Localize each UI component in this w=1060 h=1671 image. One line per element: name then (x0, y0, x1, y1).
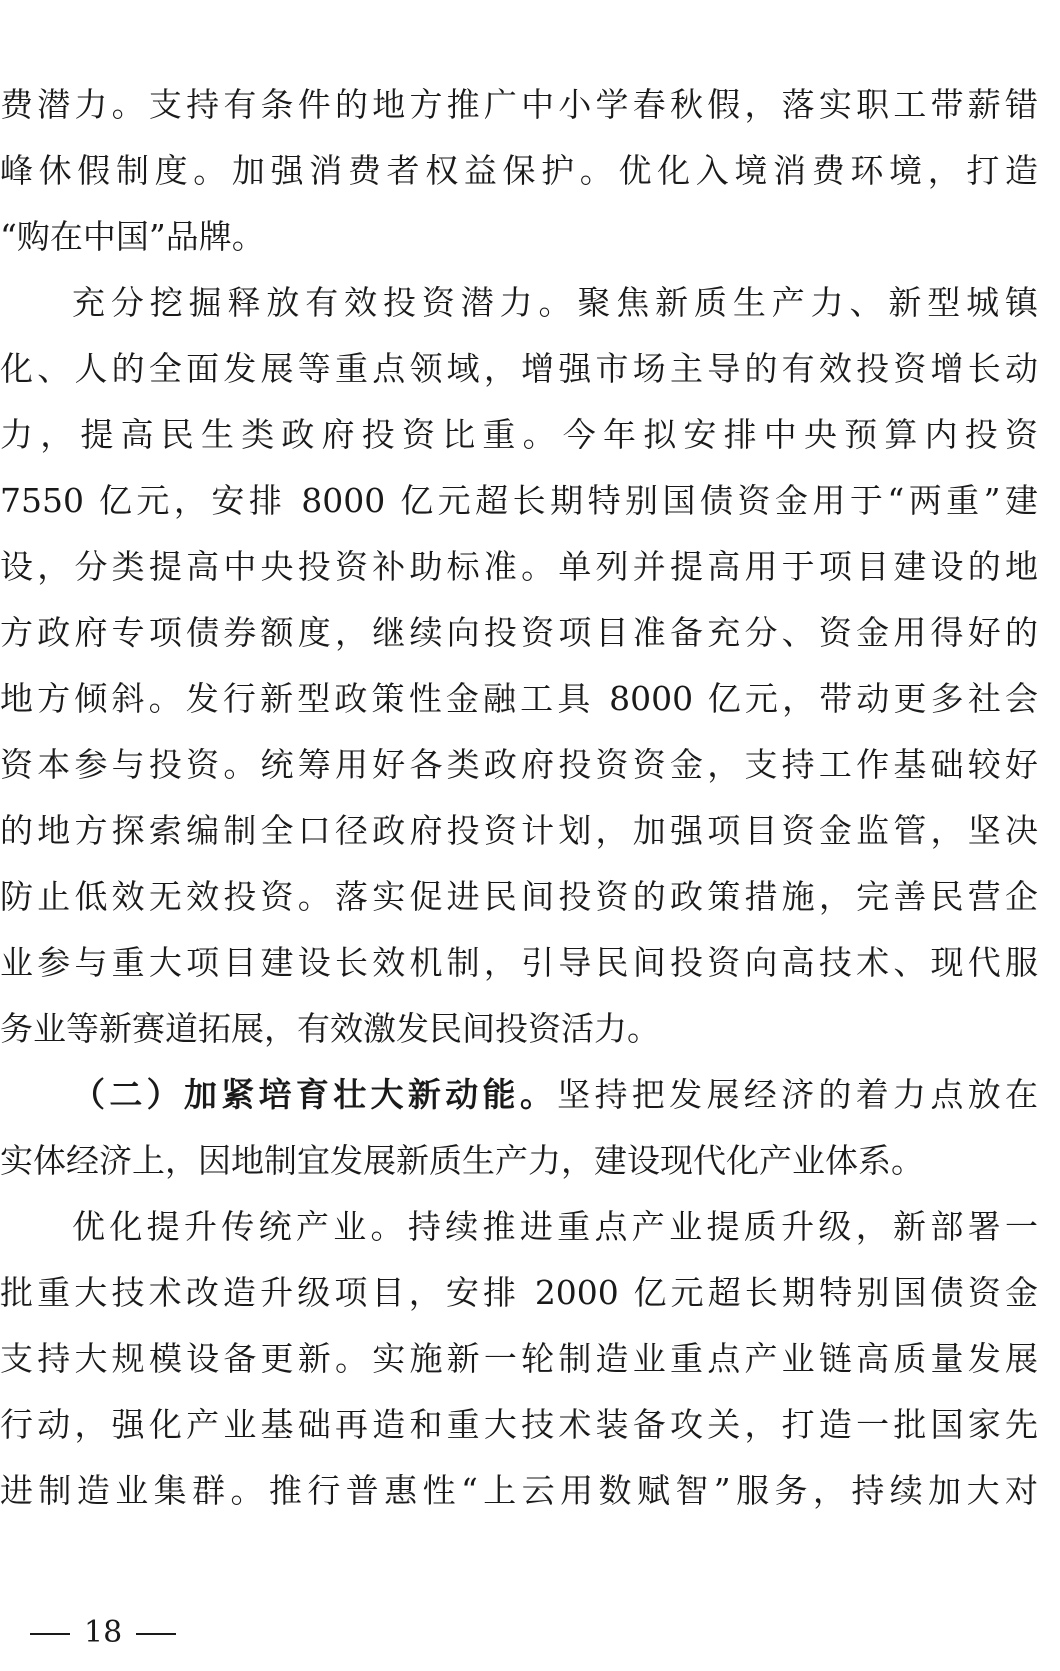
text-line (0, 1392, 1060, 1458)
text-line-content: 化、人的全面发展等重点领域，增强市场主导的有效投资增长动 (0, 349, 1038, 388)
footer-dash-right (136, 1633, 176, 1635)
text-line (0, 930, 1060, 996)
text-line-content: 务业等新赛道拓展，有效激发民间投资活力。 (0, 1009, 660, 1048)
text-line (0, 534, 1060, 600)
text-line (0, 72, 1060, 138)
text-line (0, 138, 1060, 204)
page-number: 18 (84, 1615, 123, 1650)
text-line-content: 设，分类提高中央投资补助标准。单列并提高用于项目建设的地 (0, 547, 1038, 586)
text-line-content: 费潜力。支持有条件的地方推广中小学春秋假，落实职工带薪错 (0, 85, 1038, 124)
text-line (0, 666, 1060, 732)
text-line-content: 力，提高民生类政府投资比重。今年拟安排中央预算内投资 (0, 415, 1038, 454)
text-line (0, 270, 1060, 336)
text-line (0, 600, 1060, 666)
text-line (0, 1326, 1060, 1392)
text-line (0, 336, 1060, 402)
text-line (0, 402, 1060, 468)
text-line (0, 468, 1060, 534)
text-line-content: 方政府专项债券额度，继续向投资项目准备充分、资金用得好的 (0, 613, 1038, 652)
text-line-content: 实体经济上，因地制宜发展新质生产力，建设现代化产业体系。 (0, 1141, 924, 1180)
text-line-content: 批重大技术改造升级项目，安排 2000 亿元超长期特别国债资金 (0, 1273, 1038, 1312)
body-text (0, 72, 1060, 1524)
text-line (0, 996, 1060, 1062)
text-line (0, 204, 1060, 270)
text-line-content: 地方倾斜。发行新型政策性金融工具 8000 亿元，带动更多社会 (0, 679, 1038, 718)
text-line (0, 1128, 1060, 1194)
text-line-content: 支持大规模设备更新。实施新一轮制造业重点产业链高质量发展 (0, 1339, 1038, 1378)
page-footer (0, 1603, 300, 1663)
text-line-content: 充分挖掘释放有效投资潜力。聚焦新质生产力、新型城镇 (72, 283, 1038, 322)
text-line (0, 798, 1060, 864)
text-line-content: 资本参与投资。统筹用好各类政府投资资金，支持工作基础较好 (0, 745, 1038, 784)
text-line (0, 1194, 1060, 1260)
text-line-content: 防止低效无效投资。落实促进民间投资的政策措施，完善民营企 (0, 877, 1038, 916)
text-line-content: 进制造业集群。推行普惠性“上云用数赋智”服务，持续加大对 (0, 1471, 1038, 1510)
text-line (0, 1458, 1060, 1524)
text-line-content: 7550 亿元，安排 8000 亿元超长期特别国债资金用于“两重”建 (0, 481, 1038, 520)
text-line (0, 864, 1060, 930)
text-line-content: 的地方探索编制全口径政府投资计划，加强项目资金监管，坚决 (0, 811, 1038, 850)
text-line (0, 1062, 1060, 1128)
section-heading: （二）加紧培育壮大新动能。 (72, 1075, 558, 1114)
text-line (0, 1260, 1060, 1326)
text-line (0, 732, 1060, 798)
text-line-content: 优化提升传统产业。持续推进重点产业提质升级，新部署一 (72, 1207, 1038, 1246)
text-line-content: 行动，强化产业基础再造和重大技术装备攻关，打造一批国家先 (0, 1405, 1038, 1444)
text-line-content: 业参与重大项目建设长效机制，引导民间投资向高技术、现代服 (0, 943, 1038, 982)
text-line-content: 坚持把发展经济的着力点放在 (557, 1075, 1039, 1114)
text-line-content: 峰休假制度。加强消费者权益保护。优化入境消费环境，打造 (0, 151, 1038, 190)
footer-dash-left (30, 1633, 70, 1635)
text-line-content: “购在中国”品牌。 (0, 217, 265, 256)
